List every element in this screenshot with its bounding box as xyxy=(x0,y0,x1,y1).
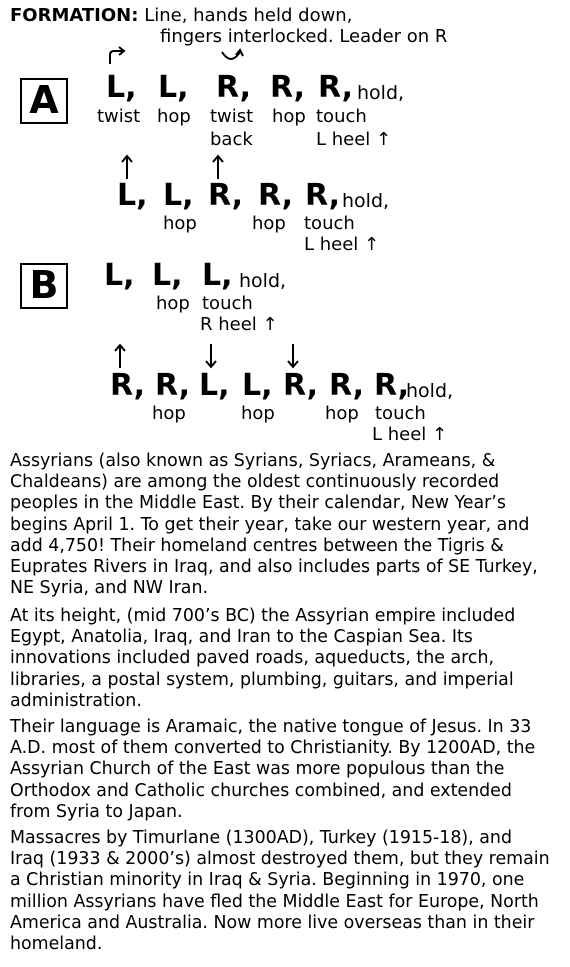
hold-b1: hold, xyxy=(239,270,287,292)
label-b1-hop: hop xyxy=(156,293,190,314)
step-a2-4: R, xyxy=(258,178,294,213)
step-a1-3: R, xyxy=(216,70,252,105)
step-b2-7: R, xyxy=(374,368,410,403)
step-b2-2: R, xyxy=(155,368,191,403)
label-a2-hop: hop xyxy=(163,213,197,234)
twist-arrow-icon xyxy=(106,46,130,66)
label-b2-touch: touch xyxy=(375,403,426,424)
label-b2-heel: L heel ↑ xyxy=(372,424,448,445)
paragraph-history: Assyrians (also known as Syrians, Syriacs, Arameans, & Chaldeans) are among the oldest continuously recorded peoples in the Middle East. By their calendar, New Year’s begins April 1. To get their year, take our western year, and add 4,750! Their homeland centres between the Tigris & Euprates Rivers in Iraq, and also includes parts of SE Turkey, NE Syria, and NW Iran. xyxy=(10,451,538,599)
formation-label: FORMATION: xyxy=(10,5,139,26)
label-a1-hop-2: hop xyxy=(272,106,306,127)
label-b1-heel: R heel ↑ xyxy=(200,314,278,335)
step-a1-2: L, xyxy=(158,70,189,105)
up-arrow-icon xyxy=(113,343,127,369)
step-b2-3: L, xyxy=(199,368,230,403)
down-arrow-icon xyxy=(204,343,218,369)
part-b-box: B xyxy=(20,263,68,309)
paragraph-massacres: Massacres by Timurlane (1300AD), Turkey (1915-18), and Iraq (1933 & 2000’s) almost destroyed them, but they remain a Christian minority in Iraq & Syria. Beginning in 1970, one million Assyrians have fled the Middle East for Europe, North America and Australia. Now more live overseas than in their homeland. xyxy=(10,828,550,955)
step-a1-4: R, xyxy=(270,70,306,105)
hold-a1: hold, xyxy=(357,82,405,104)
label-a1-heel: L heel ↑ xyxy=(316,129,392,150)
paragraph-language: Their language is Aramaic, the native tongue of Jesus. In 33 A.D. most of them converted to Christianity. By 1200AD, the Assyrian Church of the East was more populous than the Orthodox and Catholic churches combined, and extended from Syria to Japan. xyxy=(10,717,536,822)
label-b2-hop: hop xyxy=(152,403,186,424)
step-b1-1: L, xyxy=(104,258,135,293)
label-a1-twist-2: twist xyxy=(210,106,254,127)
label-a1-touch: touch xyxy=(316,106,367,127)
step-a2-3: R, xyxy=(208,178,244,213)
label-a2-touch: touch xyxy=(304,213,355,234)
step-b1-3: L, xyxy=(202,258,233,293)
up-arrow-icon xyxy=(211,154,225,180)
up-arrow-icon xyxy=(120,154,134,180)
label-a1-twist: twist xyxy=(97,106,141,127)
twist-back-arrow-icon xyxy=(216,46,246,66)
step-a1-5: R, xyxy=(318,70,354,105)
label-a1-back: back xyxy=(210,129,253,150)
step-a1-1: L, xyxy=(106,70,137,105)
label-a1-hop: hop xyxy=(157,106,191,127)
label-b2-hop-2: hop xyxy=(241,403,275,424)
step-a2-5: R, xyxy=(305,178,341,213)
step-a2-2: L, xyxy=(163,178,194,213)
step-b2-1: R, xyxy=(110,368,146,403)
label-b1-touch: touch xyxy=(202,293,253,314)
formation-header xyxy=(10,6,352,26)
paragraph-empire: At its height, (mid 700’s BC) the Assyrian empire included Egypt, Anatolia, Iraq, and Iran to the Caspian Sea. Its innovations included paved roads, aqueducts, the arch, libraries, a postal system, plumbing, guitars, and imperial administration. xyxy=(10,606,516,711)
label-b2-hop-3: hop xyxy=(325,403,359,424)
label-a2-heel: L heel ↑ xyxy=(304,234,380,255)
part-a-box: A xyxy=(20,78,68,124)
step-b2-5: R, xyxy=(283,368,319,403)
step-b2-4: L, xyxy=(242,368,273,403)
hold-b2: hold, xyxy=(406,380,454,402)
down-arrow-icon xyxy=(286,343,300,369)
formation-line-2: fingers interlocked. Leader on R xyxy=(160,26,448,47)
hold-a2: hold, xyxy=(342,190,390,212)
step-b2-6: R, xyxy=(329,368,365,403)
formation-line-1: Line, hands held down, xyxy=(144,5,353,26)
step-b1-2: L, xyxy=(152,258,183,293)
step-a2-1: L, xyxy=(117,178,148,213)
label-a2-hop-2: hop xyxy=(252,213,286,234)
